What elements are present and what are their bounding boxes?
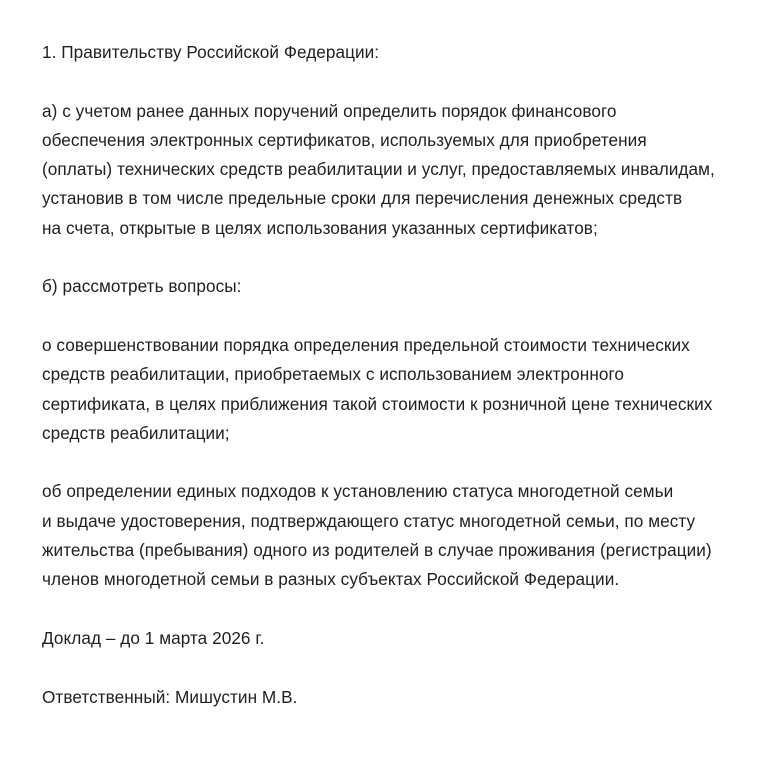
instruction-item-b: б) рассмотреть вопросы:	[42, 276, 242, 297]
item-b-point-tsr-cost: о совершенствовании порядка определения предельной стоимости технических средств реабилитации, приобретаемых с использованием электронного сертификата, в целях приближения такой стоимости к розничной цене технических средств реабилитации;	[42, 334, 713, 443]
responsible-person: Ответственный: Мишустин М.В.	[42, 686, 298, 707]
instruction-item-a: а) с учетом ранее данных поручений определить порядок финансового обеспечения электронных сертификатов, используемых для приобретения (оплаты) технических средств реабилитации и услуг, предоставляемых инвалидам, установив в том числе предельные сроки для перечисления денежных средств на счета, открытые в целях использования указанных сертификатов;	[42, 100, 715, 238]
report-deadline: Доклад – до 1 марта 2026 г.	[42, 627, 265, 648]
item-b-point-large-family-status: об определении единых подходов к установлению статуса многодетной семьи и выдаче удостоверения, подтверждающего статус многодетной семьи, по месту жительства (пребывания) одного из родителей в случае проживания (регистрации) членов многодетной семьи в разных субъектах Российской Федерации.	[42, 481, 712, 590]
document-body	[42, 38, 768, 712]
instruction-heading: 1. Правительству Российской Федерации:	[42, 42, 380, 62]
